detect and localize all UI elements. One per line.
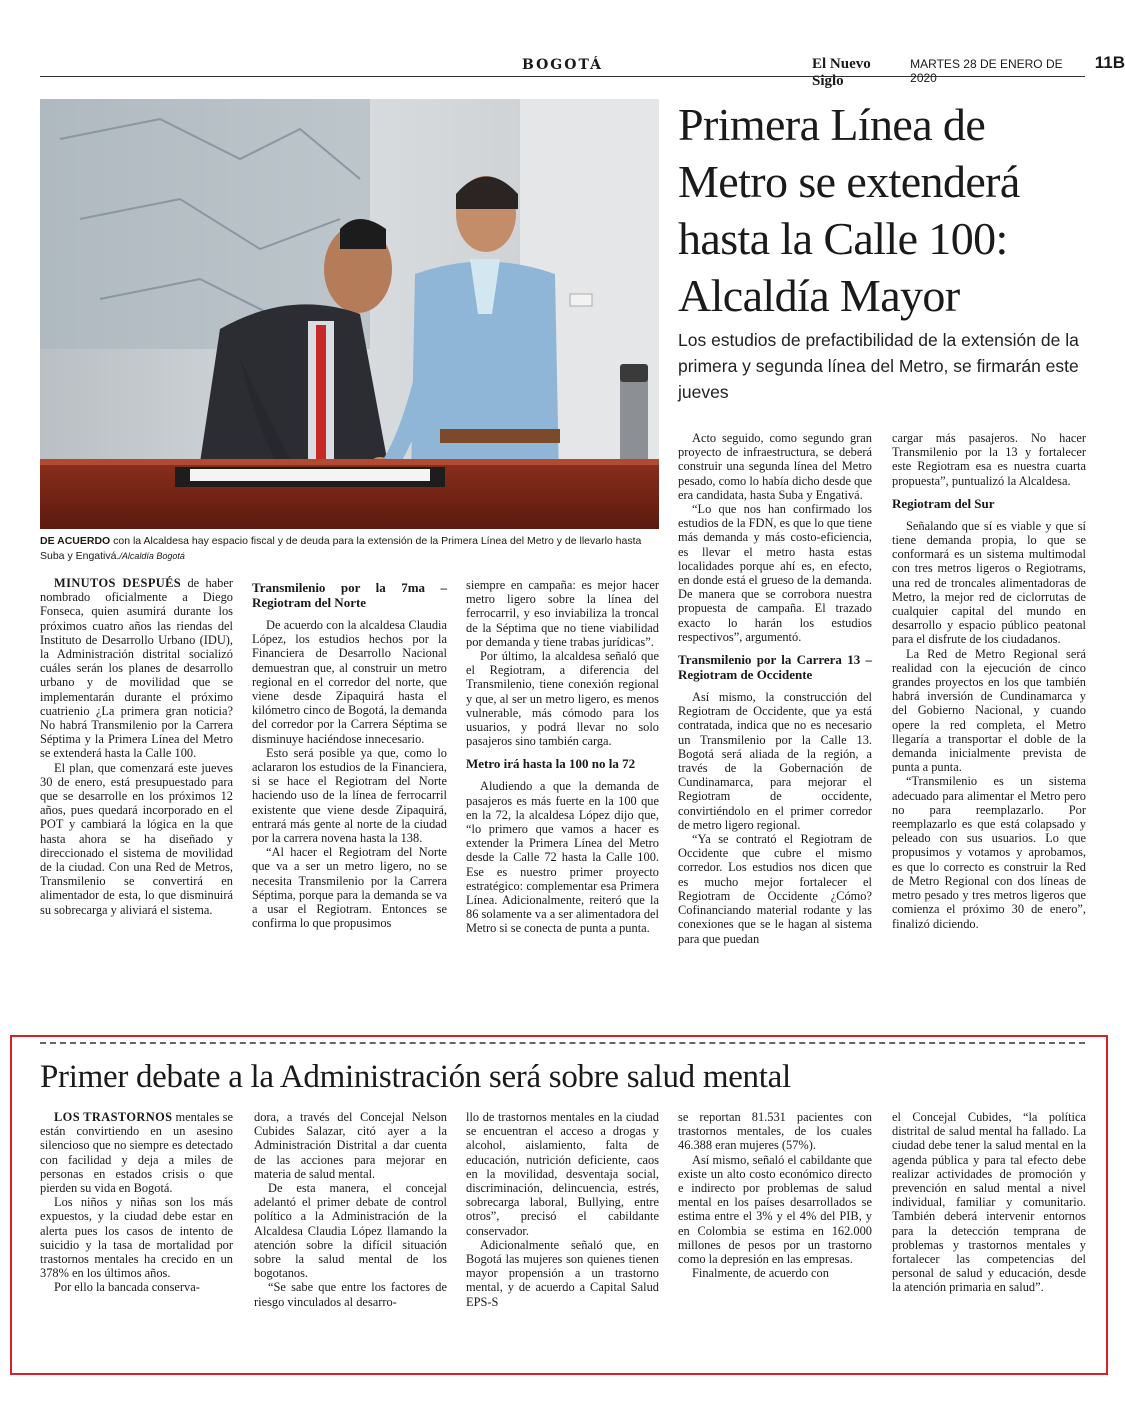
paragraph: “Transmilenio es un sistema adecuado para alimentar el Metro pero no para reemplazarlo. Por reemplazarlo es que está colapsado y peleado con sus usuarios. Lo que propusimos y votamos y aprobamos, es que lo correcto es construir la Red de Metro Regional con dos líneas de metro pesado y tres metros ligeros que comienza el próximo 30 de enero”, finalizó diciendo. [892,774,1086,931]
paragraph: llo de trastornos mentales en la ciudad se encuentran el acceso a drogas y alcohol, aislamiento, falta de educación, nutrición deficiente, caos en la movilidad, desventaja social, discriminación, delincuencia, estrés, sobrecarga laboral, Bullying, entre otros”, precisó el cabildante conservador. [466,1110,659,1238]
article-column-2 [252,578,447,930]
paragraph: “Ya se contrató el Regiotram de Occidente que cubre el mismo corredor. Los estudios nos dicen que es mucho mejor fortalecer el Regiotram de Occidente ¿Cómo? Cofinanciando material rodante y las conexiones que se le hagan al sistema para que puedan [678,832,872,946]
headline: Primera Línea de Metro se extenderá hasta la Calle 100: Alcaldía Mayor [678,99,1020,321]
paragraph: Finalmente, de acuerdo con [692,1266,829,1281]
paragraph: Acto seguido, como segundo gran proyecto de infraestructura, se deberá construir una segunda línea del Metro pesado, como lo había dicho desde que era candidata, hasta Suba y Engativá. [678,431,872,502]
paragraph: Señalando que sí es viable y que sí tiene demanda propia, lo que se conformará es un sistema multimodal con tres metros ligeros o Regiotrams, una red de troncales alimentadoras de Metro, la mejor red de ciclorrutas de cualquier capital del mundo en desarrollo y espacio público peatonal para el disfrute de los ciudadanos. [892,518,1086,647]
paragraph: se reportan 81.531 pacientes con trastornos mentales, de los cuales 46.388 eran mujeres (57%). [678,1110,872,1153]
paragraph: “Lo que nos han confirmado los estudios de la FDN, es que lo que tiene más demanda y más costo-eficiencia, es llevar el metro hasta estas localidades porque ahí es, en efecto, en donde está el grueso de la demanda. De manera que se corrobora nuestra propuesta de campaña. El trazado exacto lo harán los estudios respectivos”, argumentó. [678,502,872,644]
lead-in: MINUTOS DESPUÉS [54,576,182,590]
box-column-4 [678,1110,872,1280]
lead-in: LOS TRASTORNOS [54,1110,173,1124]
photo-caption [40,534,659,564]
paragraph: Así mismo, la construcción del Regiotram de Occidente, que ya está contratada, indica que no es necesario un Transmilenio por la Calle 13. Bogotá será aliada de la región, a través de la Gobernación de Cundinamarca, para mejorar el Regiotram de occidente, convirtiéndolo en el primer corredor de metro ligero regional. [678,690,872,832]
page-number: 11B [1094,53,1125,72]
caption-credit: /Alcaldía Bogotá [119,551,185,561]
paragraph: de haber nombrado oficialmente a Diego Fonseca, quien asumirá durante los próximos cuatro años las riendas del Instituto de Desarrollo Urbano (IDU), la Administración distrital socializó cuáles serán los planes de desarrollo urbano y de movilidad que se implementarán durante el próximo cuatrienio ¿La primera gran noticia? No habrá Transmilenio por la Carrera Séptima y la Primera Línea del Metro se extenderá hasta la Calle 100. [40,576,234,761]
article-column-4 [678,431,872,946]
section-heading: Transmilenio por la 7ma – Regiotram del Norte [252,580,447,610]
article-photo [40,99,659,529]
paragraph: siempre en campaña: es mejor hacer metro ligero sobre la línea del ferrocarril, y eso inviabiliza la troncal de la Séptima que no tiene viabilidad por demanda y tiene trabas jurídicas”. [466,578,659,649]
box-column-1 [40,1110,233,1295]
paragraph: Aludiendo a que la demanda de pasajeros es más fuerte en la 100 que en la 72, la alcaldesa López dijo que, “lo primero que vamos a hacer es extender la Primera Línea del Metro desde la Calle 72 hasta la Calle 100. Ese es nuestro primer proyecto estratégico: complementar esa Primera Línea. Adicionalmente, reiteró que la 86 solamente va a ser alimentadora del Metro si se conecta de punta a punta. [466,779,659,936]
paragraph: La Red de Metro Regional será realidad con la ejecución de cinco grandes proyectos en los que también habrá inversión de Cundinamarca y del Gobierno Nacional, y cuando opere la red completa, el Metro llegaría a transportar el doble de la demanda inicialmente prevista de punta a punta. [892,646,1086,775]
paragraph: De esta manera, el concejal adelantó el primer debate de control político a la Administración de la Alcaldesa Claudia López llamando la atención sobre la difícil situación sobre la salud mental de los bogotanos. [254,1181,447,1281]
issue-date: MARTES 28 DE ENERO DE 2020 [910,57,1063,85]
section-heading: Transmilenio por la Carrera 13 – Regiotram de Occidente [678,652,872,683]
caption-text: con la Alcaldesa hay espacio fiscal y de deuda para la extensión de la Primera Línea del Metro y de llevarlo hasta Suba y Engativá. [40,535,642,562]
article-column-5 [892,431,1086,931]
paragraph: Por último, la alcaldesa señaló que el Regiotram, a diferencia del Transmilenio, tiene conexión regional y que, al ser un metro ligero, es menos vulnerable, más cómodo para los usuarios, y podrá llevar no solo pasajeros sino también carga. [466,649,659,749]
paragraph: El plan, que comenzará este jueves 30 de enero, está presupuestado para que se desarrolle en los próximos 12 años, pues quedará incorporado en el POT y cambiará la lógica en la que hasta ahora se ha diseñado y direccionado el sistema de movilidad de la ciudad. Con una Red de Metros, Transmilenio se convertirá en alimentador de esta, lo que disminuirá su sobrecarga y aliviará el sistema. [40,760,233,917]
paper-name: El Nuevo Siglo [812,56,871,89]
paragraph: “Se sabe que entre los factores de riesgo vinculados al desarro- [254,1280,447,1309]
box-column-3 [466,1110,659,1309]
caption-lead: DE ACUERDO [40,535,111,547]
dashed-divider [40,1042,1085,1044]
header-rule [40,76,1085,77]
masthead [812,53,1125,90]
paragraph: Los niños y niñas son los más expuestos, y la ciudad debe estar en alerta pues los casos de intento de suicidio y la tasa de mortalidad por trastornos mentales ha crecido en un 378% en los últimos años. [40,1195,233,1281]
paragraph: cargar más pasajeros. No hacer Transmilenio por la 13 y fortalecer este Regiotram esa es nuestra cuarta propuesta”, puntualizó la Alcaldesa. [892,431,1086,488]
box-column-5 [892,1110,1086,1295]
section-title: BOGOTÁ [522,57,603,73]
paragraph: el Concejal Cubides, “la política distrital de salud mental ha fallado. La ciudad debe tener la salud mental en la agenda pública y para tal efecto debe realizar actividades de promoción y prevención en salud mental a nivel individual, familiar y comunitario. También deberá intervenir entornos para la detección temprana de problemas y trastornos mentales y fortalecer las competencias del personal de salud y educación, desde la atención primaria en salud”. [892,1110,1086,1295]
paragraph: De acuerdo con la alcaldesa Claudia López, los estudios hechos por la Financiera de Desarrollo Nacional demuestran que, al construir un metro regional en el corredor del norte, que viene desde Zipaquirá hasta el kilómetro cinco de Bogotá, la demanda del corredor por la Carrera Séptima se disminuye haciéndose innecesario. [252,618,447,746]
section-heading: Regiotram del Sur [892,495,995,511]
paragraph: Así mismo, señaló el cabildante que existe un alto costo económico directo e indirecto por problemas de salud mental en los países desarrollados se estima entre el 3% y el 4% del PIB, y en Colombia se estima en 162.000 millones de pesos por un trastorno como la depresión en las empresas. [678,1152,872,1267]
box-headline: Primer debate a la Administración será sobre salud mental [40,1059,791,1095]
article-column-3 [466,578,659,936]
paragraph: Por ello la bancada conserva- [54,1280,200,1295]
box-column-2 [254,1110,447,1309]
paragraph: Esto será posible ya que, como lo aclararon los estudios de la Financiera, si se hace el Regiotram del Norte haciendo uso de la línea de ferrocarril existente que viene desde Zipaquirá, entrará más gente al norte de la ciudad por la carrera novena hasta la 138. [252,745,447,846]
section-heading: Metro irá hasta la 100 no la 72 [466,756,636,772]
subheadline: Los estudios de prefactibilidad de la extensión de la primera y segunda línea del Metro, se firmarán este jueves [678,330,1079,402]
paragraph: “Al hacer el Regiotram del Norte que va a ser un metro ligero, no se necesita Transmilenio por la Carrera Séptima, porque para la demanda se va a usar el Regiotram. Entonces se confirma lo que propusimos [252,845,447,931]
article-column-1 [40,576,233,917]
paragraph: Adicionalmente señaló que, en Bogotá las mujeres son quienes tienen mayor propensión a un trastorno mental, y de acuerdo a Capital Salud EPS-S [466,1237,659,1309]
paragraph: mentales se están convirtiendo en un asesino silencioso que no siempre es detectado con facilidad y deja a miles de personas en estados crisis o que pierden su vida en Bogotá. [40,1110,233,1196]
paragraph: dora, a través del Concejal Nelson Cubides Salazar, citó ayer a la Administración Distrital a dar cuenta de las acciones para mejorar en materia de salud mental. [254,1110,447,1181]
